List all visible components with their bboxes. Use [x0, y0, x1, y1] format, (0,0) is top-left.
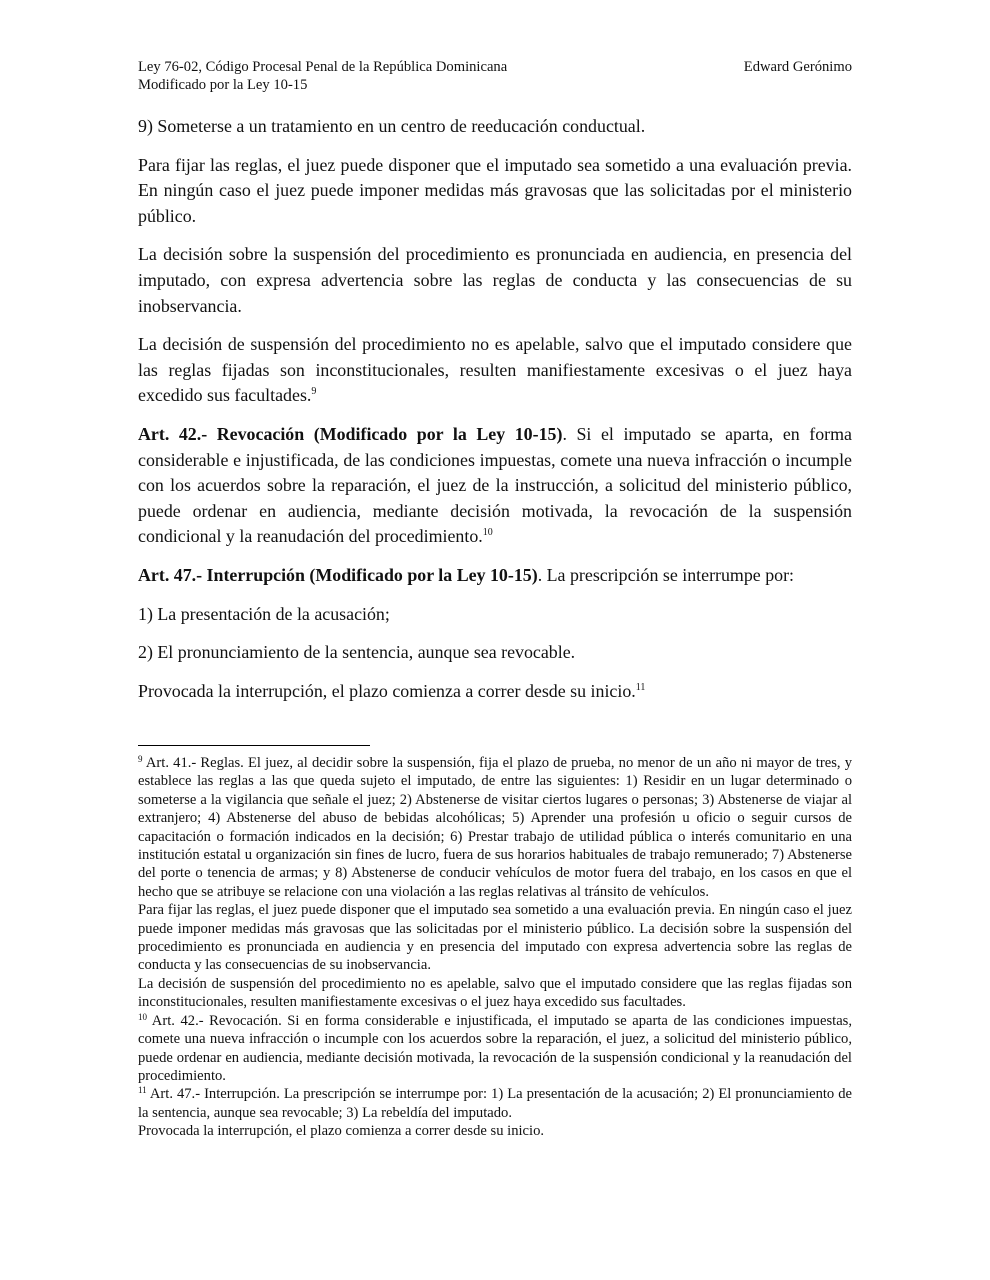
paragraph-interruption-text: Provocada la interrupción, el plazo comienza a correr desde su inicio. [138, 680, 636, 701]
footnote-11-text: Art. 47.- Interrupción. La prescripción se interrumpe por: 1) La presentación de la acusación; 2) El pronunciamiento de la sentencia, aunque sea revocable; 3) La rebeldía del imputado. [138, 1086, 852, 1121]
article-42 [138, 422, 852, 550]
paragraph-interruption [138, 679, 852, 705]
header-title [138, 58, 507, 94]
article-47-text: . La prescripción se interrumpe por: [537, 564, 795, 585]
paragraph-not-appealable-text: La decisión de suspensión del procedimiento no es apelable, salvo que el imputado considere que las reglas fijadas son inconstitucionales, resulten manifiestamente excesivas o el juez haya excedido sus facultades. [138, 334, 852, 406]
footnote-9 [138, 754, 852, 901]
header-title-line1: Ley 76-02, Código Procesal Penal de la República Dominicana [138, 59, 508, 75]
footnotes [138, 754, 852, 1141]
header-title-line2: Modificado por la Ley 10-15 [138, 77, 308, 93]
footnote-9-text: Art. 41.- Reglas. El juez, al decidir sobre la suspensión, fija el plazo de prueba, no menor de un año ni mayor de tres, y establece las reglas a las que queda sujeto el imputado, de entre las siguientes: 1) Residir en un lugar determinado o someterse a la vigilancia que señale el juez; 2) Abstenerse de visitar ciertos lugares o personas; 3) Abstenerse de viajar al extranjero; 4) Abstenerse del abuso de bebidas alcohólicas; 5) Aprender una profesión u oficio o seguir cursos de capacitación o formación indicados en la decisión; 6) Prestar trabajo de utilidad pública o interés comunitario en una institución estatal u organización sin fines de lucro, fuera de sus horarios habituales de trabajo remunerado; 7) Abstenerse del porte o tenencia de armas; y 8) Abstenerse de conducir vehículos de motor fuera del trabajo, en los casos en que el hecho que se atribuye se relacione con una violación a las reglas relativas al tránsito de vehículos. [138, 755, 852, 900]
page-header [138, 58, 852, 94]
footnote-9-paragraph-2: Para fijar las reglas, el juez puede disponer que el imputado sea sometido a una evaluación previa. En ningún caso el juez puede imponer medidas más gravosas que las solicitadas por el ministerio público. La decisión sobre la suspensión del procedimiento es pronunciada en audiencia y en presencia del imputado con expresa advertencia sobre las reglas de conducta y las consecuencias de su inobservancia. [138, 902, 852, 974]
header-author: Edward Gerónimo [743, 59, 852, 75]
article-42-title: Art. 42.- Revocación (Modificado por la Ley 10-15) [138, 423, 563, 444]
paragraph-item-9: 9) Someterse a un tratamiento en un centro de reeducación conductual. [138, 116, 646, 136]
article-42-text: . Si el imputado se aparta, en forma considerable e injustificada, de las condiciones impuestas, comete una nueva infracción o incumple con los acuerdos sobre la reparación, el juez de la instrucción, a solicitud del ministerio público, puede ordenar en audiencia, mediante decisión motivada, la revocación de la suspensión condicional y la reanudación del procedimiento. [138, 423, 852, 547]
footnote-ref-9[interactable]: 9 [311, 386, 317, 398]
footnote-ref-10[interactable]: 10 [482, 527, 493, 539]
footnote-10 [138, 1012, 852, 1086]
list-item-1: 1) La presentación de la acusación; [138, 603, 390, 624]
document-body [138, 114, 852, 717]
footnote-11 [138, 1085, 852, 1122]
footnote-11-mark: 11 [138, 1085, 147, 1096]
footnote-10-text: Art. 42.- Revocación. Si en forma considerable e injustificada, el imputado se aparta de las condiciones impuestas, comete una nueva infracción o incumple con los acuerdos sobre la reparación, el juez, a solicitud del ministerio público, puede ordenar en audiencia, mediante decisión motivada, la revocación de la suspensión condicional y la reanudación del procedimiento. [138, 1012, 852, 1084]
footnote-10-mark: 10 [138, 1011, 147, 1022]
article-47 [138, 563, 852, 589]
footnote-separator [138, 745, 370, 746]
list-item-2: 2) El pronunciamiento de la sentencia, aunque sea revocable. [138, 642, 576, 663]
footnote-9-mark: 9 [138, 754, 143, 764]
footnote-ref-11[interactable]: 11 [635, 681, 646, 693]
paragraph-not-appealable [138, 332, 852, 409]
paragraph-rules: Para fijar las reglas, el juez puede disponer que el imputado sea sometido a una evaluación previa. En ningún caso el juez puede imponer medidas más gravosas que las solicitadas por el ministerio público. [138, 154, 852, 226]
article-47-title: Art. 47.- Interrupción (Modificado por la Ley 10-15) [138, 564, 538, 585]
footnote-9-paragraph-3: La decisión de suspensión del procedimiento no es apelable, salvo que el imputado considere que las reglas fijadas son inconstitucionales, resulten manifiestamente excesivas o el juez haya excedido sus facultades. [138, 975, 852, 1011]
paragraph-suspension-decision: La decisión sobre la suspensión del procedimiento es pronunciada en audiencia, en presencia del imputado, con expresa advertencia sobre las reglas de conducta y las consecuencias de su inobservancia. [138, 244, 852, 316]
footnote-11-paragraph-2: Provocada la interrupción, el plazo comienza a correr desde su inicio. [138, 1123, 545, 1140]
